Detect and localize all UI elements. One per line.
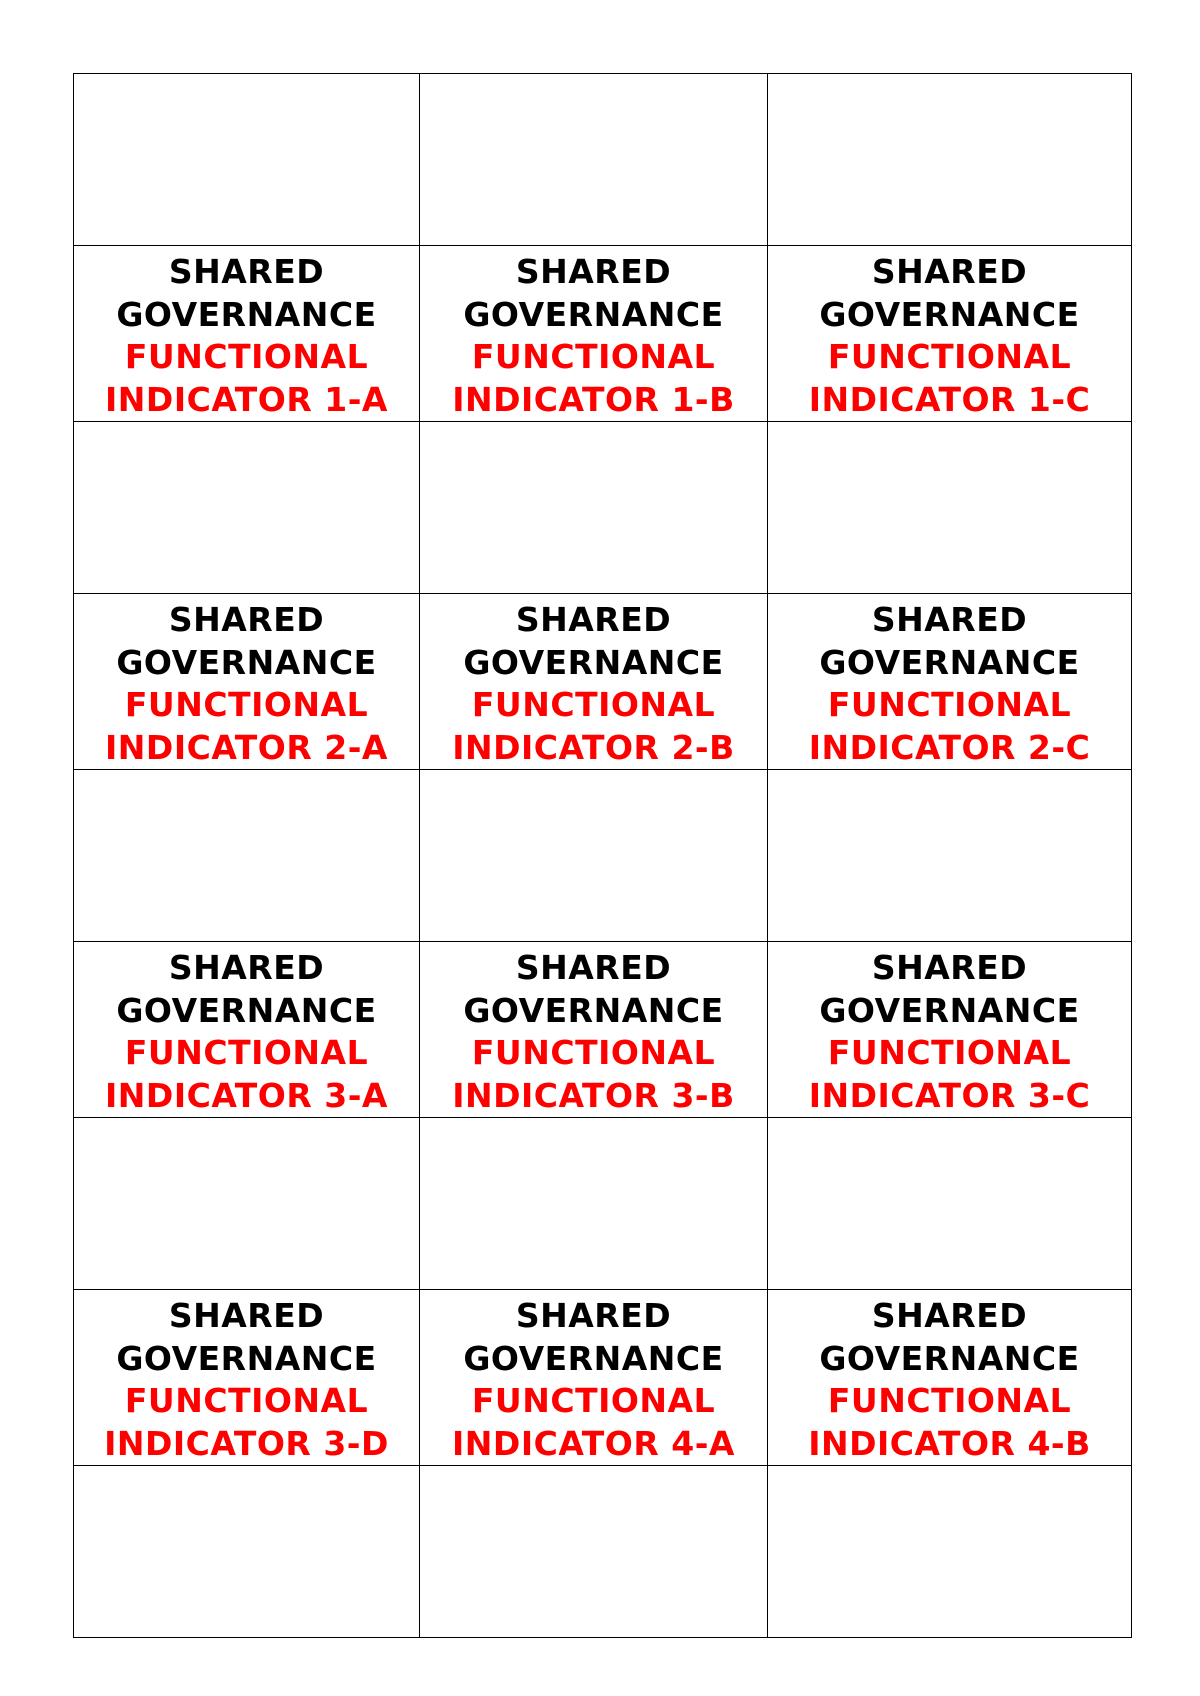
- card-label: [74, 1290, 419, 1465]
- blank-card-cell: [768, 1466, 1132, 1638]
- indicator-card-8-b: [420, 1290, 768, 1466]
- card-heading-shared: SHARED: [168, 252, 325, 291]
- card-indicator-functional: FUNCTIONAL: [471, 337, 716, 376]
- card-indicator-id: INDICATOR 1-C: [808, 379, 1091, 419]
- card-label: [420, 594, 767, 769]
- card-label: [420, 1290, 767, 1465]
- blank-card-cell: [420, 1118, 768, 1290]
- card-indicator-id: INDICATOR 3-C: [808, 1075, 1091, 1115]
- card-heading-governance: GOVERNANCE: [116, 1338, 377, 1378]
- card-heading-governance: GOVERNANCE: [819, 1338, 1080, 1378]
- card-label: [420, 942, 767, 1117]
- card-label: [768, 246, 1131, 421]
- card-indicator-functional: FUNCTIONAL: [471, 685, 716, 724]
- label-row: [74, 1290, 1132, 1466]
- card-heading-governance: GOVERNANCE: [819, 990, 1080, 1030]
- indicator-card-4-b: [420, 594, 768, 770]
- card-heading-shared: SHARED: [515, 1296, 672, 1335]
- card-indicator-functional: FUNCTIONAL: [827, 1033, 1072, 1072]
- blank-row: [74, 1466, 1132, 1638]
- card-label: [768, 594, 1131, 769]
- card-heading-shared: SHARED: [871, 252, 1028, 291]
- card-heading-shared: SHARED: [168, 600, 325, 639]
- blank-card-cell: [768, 74, 1132, 246]
- card-heading-governance: GOVERNANCE: [116, 294, 377, 334]
- blank-card-cell: [74, 770, 420, 942]
- card-label: [74, 246, 419, 421]
- card-label: [74, 594, 419, 769]
- card-heading-governance: GOVERNANCE: [463, 1338, 724, 1378]
- blank-card-cell: [420, 1466, 768, 1638]
- indicator-card-8-c: [768, 1290, 1132, 1466]
- indicator-card-6-b: [420, 942, 768, 1118]
- card-indicator-functional: FUNCTIONAL: [124, 1381, 369, 1420]
- card-indicator-functional: FUNCTIONAL: [124, 337, 369, 376]
- card-indicator-id: INDICATOR 4-B: [808, 1423, 1091, 1463]
- card-heading-governance: GOVERNANCE: [463, 990, 724, 1030]
- card-heading-governance: GOVERNANCE: [463, 294, 724, 334]
- indicator-card-6-a: [74, 942, 420, 1118]
- card-indicator-functional: FUNCTIONAL: [827, 685, 1072, 724]
- blank-card-cell: [768, 1118, 1132, 1290]
- card-heading-governance: GOVERNANCE: [819, 294, 1080, 334]
- card-indicator-functional: FUNCTIONAL: [827, 1381, 1072, 1420]
- card-label: [420, 246, 767, 421]
- card-heading-shared: SHARED: [168, 948, 325, 987]
- card-indicator-functional: FUNCTIONAL: [471, 1381, 716, 1420]
- card-heading-governance: GOVERNANCE: [819, 642, 1080, 682]
- card-indicator-id: INDICATOR 1-B: [452, 379, 735, 419]
- blank-card-cell: [768, 770, 1132, 942]
- card-indicator-id: INDICATOR 4-A: [452, 1423, 735, 1463]
- card-indicator-id: INDICATOR 3-A: [105, 1075, 388, 1115]
- card-indicator-functional: FUNCTIONAL: [124, 1033, 369, 1072]
- indicator-card-2-b: [420, 246, 768, 422]
- label-row: [74, 594, 1132, 770]
- card-label: [768, 1290, 1131, 1465]
- card-indicator-functional: FUNCTIONAL: [471, 1033, 716, 1072]
- card-heading-shared: SHARED: [515, 600, 672, 639]
- label-row: [74, 246, 1132, 422]
- card-heading-governance: GOVERNANCE: [116, 642, 377, 682]
- blank-card-cell: [74, 1118, 420, 1290]
- card-label: [768, 942, 1131, 1117]
- card-heading-governance: GOVERNANCE: [463, 642, 724, 682]
- card-heading-shared: SHARED: [168, 1296, 325, 1335]
- blank-row: [74, 74, 1132, 246]
- blank-card-cell: [420, 770, 768, 942]
- card-indicator-id: INDICATOR 2-A: [105, 727, 388, 767]
- card-indicator-id: INDICATOR 3-B: [452, 1075, 735, 1115]
- blank-row: [74, 422, 1132, 594]
- blank-row: [74, 1118, 1132, 1290]
- card-heading-shared: SHARED: [515, 252, 672, 291]
- card-indicator-id: INDICATOR 2-B: [452, 727, 735, 767]
- card-indicator-id: INDICATOR 2-C: [808, 727, 1091, 767]
- card-heading-shared: SHARED: [871, 1296, 1028, 1335]
- blank-row: [74, 770, 1132, 942]
- card-heading-shared: SHARED: [871, 948, 1028, 987]
- card-heading-governance: GOVERNANCE: [116, 990, 377, 1030]
- blank-card-cell: [768, 422, 1132, 594]
- blank-card-cell: [74, 74, 420, 246]
- blank-card-cell: [74, 1466, 420, 1638]
- card-label: [74, 942, 419, 1117]
- blank-card-cell: [420, 422, 768, 594]
- card-indicator-id: INDICATOR 1-A: [105, 379, 388, 419]
- card-indicator-functional: FUNCTIONAL: [827, 337, 1072, 376]
- card-indicator-functional: FUNCTIONAL: [124, 685, 369, 724]
- indicator-card-2-a: [74, 246, 420, 422]
- indicator-card-2-c: [768, 246, 1132, 422]
- indicator-card-6-c: [768, 942, 1132, 1118]
- card-grid-body: [74, 74, 1132, 1638]
- indicator-card-4-c: [768, 594, 1132, 770]
- indicator-card-8-a: [74, 1290, 420, 1466]
- blank-card-cell: [420, 74, 768, 246]
- blank-card-cell: [74, 422, 420, 594]
- indicator-card-4-a: [74, 594, 420, 770]
- card-heading-shared: SHARED: [871, 600, 1028, 639]
- indicator-card-grid: [73, 73, 1132, 1638]
- card-heading-shared: SHARED: [515, 948, 672, 987]
- card-indicator-id: INDICATOR 3-D: [104, 1423, 389, 1463]
- label-row: [74, 942, 1132, 1118]
